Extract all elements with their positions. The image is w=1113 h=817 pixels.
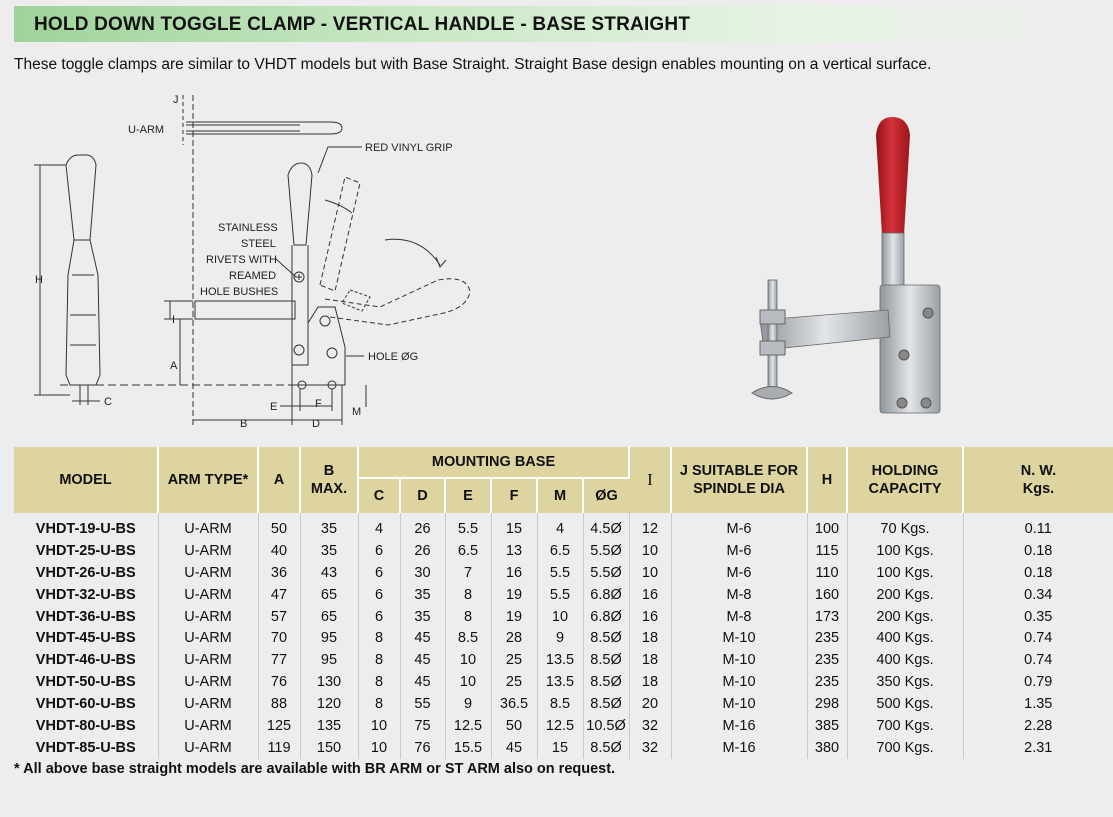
cell-h: 115	[807, 540, 847, 562]
header-j: J SUITABLE FOR SPINDLE DIA	[671, 447, 807, 513]
header-i: I	[629, 447, 671, 513]
cell-a: 76	[258, 671, 300, 693]
cell-f: 36.5	[491, 693, 537, 715]
cell-cap: 700 Kgs.	[847, 715, 963, 737]
cell-i: 10	[629, 540, 671, 562]
cell-model: VHDT-45-U-BS	[14, 627, 158, 649]
cell-g: 5.5Ø	[583, 540, 629, 562]
header-f: F	[491, 478, 537, 513]
cell-h: 173	[807, 606, 847, 628]
cell-m: 9	[537, 627, 583, 649]
cell-g: 8.5Ø	[583, 649, 629, 671]
cell-arm: U-ARM	[158, 584, 258, 606]
cell-arm: U-ARM	[158, 540, 258, 562]
cell-i: 32	[629, 715, 671, 737]
cell-model: VHDT-32-U-BS	[14, 584, 158, 606]
cell-f: 25	[491, 649, 537, 671]
cell-i: 18	[629, 649, 671, 671]
cell-b: 35	[300, 540, 358, 562]
cell-arm: U-ARM	[158, 606, 258, 628]
cell-c: 8	[358, 671, 400, 693]
u-arm-top-view	[186, 122, 342, 134]
header-net-weight: N. W. Kgs.	[963, 447, 1113, 513]
cell-a: 50	[258, 513, 300, 540]
cell-i: 32	[629, 737, 671, 759]
cell-arm: U-ARM	[158, 627, 258, 649]
cell-cap: 350 Kgs.	[847, 671, 963, 693]
cell-m: 6.5	[537, 540, 583, 562]
header-h: H	[807, 447, 847, 513]
cell-m: 15	[537, 737, 583, 759]
label-m: M	[352, 406, 362, 418]
label-u-arm: U-ARM	[128, 124, 165, 136]
table-row	[14, 737, 1113, 759]
cell-j: M-8	[671, 606, 807, 628]
table-row	[14, 693, 1113, 715]
cell-i: 12	[629, 513, 671, 540]
header-mounting-base: MOUNTING BASE	[358, 447, 629, 478]
cell-nw: 0.34	[1024, 586, 1053, 603]
cell-d: 26	[400, 513, 445, 540]
cell-nw: 0.74	[1024, 630, 1053, 647]
cell-c: 6	[358, 562, 400, 584]
cell-i: 16	[629, 584, 671, 606]
cell-i: 18	[629, 627, 671, 649]
cell-model: VHDT-26-U-BS	[14, 562, 158, 584]
cell-f: 19	[491, 606, 537, 628]
cell-b: 135	[300, 715, 358, 737]
main-handle	[288, 163, 312, 245]
cell-b: 95	[300, 649, 358, 671]
cell-model: VHDT-25-U-BS	[14, 540, 158, 562]
cell-a: 57	[258, 606, 300, 628]
cell-a: 40	[258, 540, 300, 562]
cell-b: 65	[300, 584, 358, 606]
cell-g: 8.5Ø	[583, 693, 629, 715]
header-g: ØG	[583, 478, 629, 513]
cell-model: VHDT-46-U-BS	[14, 649, 158, 671]
product-photo	[720, 105, 960, 425]
cell-cap: 70 Kgs.	[847, 513, 963, 540]
specs-table-body	[14, 513, 1113, 759]
cell-h: 380	[807, 737, 847, 759]
cell-e: 10	[445, 649, 491, 671]
cell-nw: 0.18	[1024, 542, 1053, 559]
page-title: HOLD DOWN TOGGLE CLAMP - VERTICAL HANDLE - BASE STRAIGHT	[34, 14, 691, 35]
cell-nw: 0.74	[1024, 652, 1053, 669]
label-f: F	[315, 398, 322, 410]
cell-f: 16	[491, 562, 537, 584]
cell-cap: 400 Kgs.	[847, 649, 963, 671]
cell-j: M-10	[671, 693, 807, 715]
header-a: A	[258, 447, 300, 513]
cell-i: 10	[629, 562, 671, 584]
header-e: E	[445, 478, 491, 513]
cell-d: 45	[400, 649, 445, 671]
cell-j: M-6	[671, 562, 807, 584]
cell-c: 8	[358, 693, 400, 715]
cell-b: 35	[300, 513, 358, 540]
cell-h: 298	[807, 693, 847, 715]
table-row	[14, 540, 1113, 562]
header-arm-type: ARM TYPE*	[158, 447, 258, 513]
table-row	[14, 627, 1113, 649]
cell-nw: 2.31	[1024, 739, 1053, 756]
cell-d: 26	[400, 540, 445, 562]
cell-b: 43	[300, 562, 358, 584]
label-stainless: STAINLESS	[218, 222, 278, 234]
cell-b: 65	[300, 606, 358, 628]
cell-e: 8.5	[445, 627, 491, 649]
cell-d: 30	[400, 562, 445, 584]
cell-j: M-10	[671, 649, 807, 671]
cell-e: 8	[445, 584, 491, 606]
cell-cap: 500 Kgs.	[847, 693, 963, 715]
spindle	[768, 280, 777, 395]
cell-j: M-10	[671, 671, 807, 693]
cell-h: 235	[807, 627, 847, 649]
cell-cap: 200 Kgs.	[847, 606, 963, 628]
cell-m: 5.5	[537, 562, 583, 584]
cell-h: 235	[807, 649, 847, 671]
header-model: MODEL	[14, 447, 158, 513]
label-e: E	[270, 401, 278, 413]
cell-b: 95	[300, 627, 358, 649]
technical-drawing	[0, 85, 500, 435]
cell-m: 13.5	[537, 671, 583, 693]
cell-d: 45	[400, 627, 445, 649]
cell-h: 160	[807, 584, 847, 606]
cell-c: 6	[358, 584, 400, 606]
cell-g: 6.8Ø	[583, 584, 629, 606]
cell-e: 12.5	[445, 715, 491, 737]
cell-g: 8.5Ø	[583, 737, 629, 759]
cell-d: 55	[400, 693, 445, 715]
table-row	[14, 584, 1113, 606]
cell-model: VHDT-60-U-BS	[14, 693, 158, 715]
label-red-vinyl-grip: RED VINYL GRIP	[365, 142, 453, 154]
cell-j: M-16	[671, 715, 807, 737]
cell-g: 8.5Ø	[583, 627, 629, 649]
cell-a: 125	[258, 715, 300, 737]
header-b: B MAX.	[300, 447, 358, 513]
cell-e: 15.5	[445, 737, 491, 759]
cell-j: M-8	[671, 584, 807, 606]
cell-g: 8.5Ø	[583, 671, 629, 693]
table-row	[14, 715, 1113, 737]
header-m: M	[537, 478, 583, 513]
cell-c: 8	[358, 649, 400, 671]
label-hole-g: HOLE ØG	[368, 351, 419, 363]
cell-model: VHDT-50-U-BS	[14, 671, 158, 693]
cell-m: 4	[537, 513, 583, 540]
label-d: D	[312, 418, 320, 430]
cell-j: M-16	[671, 737, 807, 759]
label-steel: STEEL	[241, 238, 276, 250]
table-row	[14, 671, 1113, 693]
cell-d: 76	[400, 737, 445, 759]
cell-e: 6.5	[445, 540, 491, 562]
cell-b: 120	[300, 693, 358, 715]
header-d: D	[400, 478, 445, 513]
cell-arm: U-ARM	[158, 693, 258, 715]
cell-f: 50	[491, 715, 537, 737]
cell-h: 235	[807, 671, 847, 693]
cell-m: 5.5	[537, 584, 583, 606]
cell-f: 19	[491, 584, 537, 606]
label-reamed: REAMED	[229, 270, 277, 282]
cell-arm: U-ARM	[158, 737, 258, 759]
cell-g: 6.8Ø	[583, 606, 629, 628]
cell-nw: 0.11	[1024, 520, 1052, 537]
cell-d: 75	[400, 715, 445, 737]
cell-m: 10	[537, 606, 583, 628]
cell-j: M-6	[671, 540, 807, 562]
cell-m: 13.5	[537, 649, 583, 671]
cell-b: 130	[300, 671, 358, 693]
cell-f: 28	[491, 627, 537, 649]
cell-g: 10.5Ø	[583, 715, 629, 737]
cell-nw: 0.79	[1024, 674, 1053, 691]
cell-e: 9	[445, 693, 491, 715]
cell-cap: 200 Kgs.	[847, 584, 963, 606]
cell-d: 35	[400, 584, 445, 606]
red-grip	[876, 117, 910, 235]
intro-text: These toggle clamps are similar to VHDT models but with Base Straight. Straight Base design enables mounting on a vertical surface.	[14, 56, 932, 73]
cell-model: VHDT-80-U-BS	[14, 715, 158, 737]
cell-a: 88	[258, 693, 300, 715]
cell-m: 12.5	[537, 715, 583, 737]
cell-h: 100	[807, 513, 847, 540]
cell-cap: 100 Kgs.	[847, 540, 963, 562]
cell-i: 16	[629, 606, 671, 628]
cell-g: 5.5Ø	[583, 562, 629, 584]
cell-e: 8	[445, 606, 491, 628]
table-row	[14, 513, 1113, 540]
table-row	[14, 649, 1113, 671]
cell-arm: U-ARM	[158, 649, 258, 671]
cell-model: VHDT-85-U-BS	[14, 737, 158, 759]
cell-a: 70	[258, 627, 300, 649]
header-c: C	[358, 478, 400, 513]
cell-a: 36	[258, 562, 300, 584]
left-handle	[66, 155, 96, 240]
cell-d: 45	[400, 671, 445, 693]
cell-f: 25	[491, 671, 537, 693]
label-a: A	[170, 360, 178, 372]
cell-d: 35	[400, 606, 445, 628]
title-bar	[14, 6, 1113, 42]
cell-h: 385	[807, 715, 847, 737]
cell-i: 20	[629, 693, 671, 715]
label-i: I	[172, 314, 176, 326]
specs-table	[14, 447, 1113, 759]
cell-arm: U-ARM	[158, 513, 258, 540]
label-hole-bushes: HOLE BUSHES	[200, 286, 279, 298]
cell-e: 10	[445, 671, 491, 693]
header-holding-capacity: HOLDING CAPACITY	[847, 447, 963, 513]
cell-arm: U-ARM	[158, 562, 258, 584]
cell-nw: 1.35	[1024, 696, 1053, 713]
cell-a: 47	[258, 584, 300, 606]
cell-a: 77	[258, 649, 300, 671]
cell-cap: 100 Kgs.	[847, 562, 963, 584]
cell-arm: U-ARM	[158, 715, 258, 737]
cell-model: VHDT-36-U-BS	[14, 606, 158, 628]
table-row	[14, 562, 1113, 584]
label-h: H	[35, 274, 43, 286]
cell-nw: 2.28	[1024, 717, 1053, 734]
cell-arm: U-ARM	[158, 671, 258, 693]
label-b: B	[240, 418, 248, 430]
cell-f: 13	[491, 540, 537, 562]
cell-j: M-10	[671, 627, 807, 649]
label-j: J	[173, 94, 179, 106]
label-c: C	[104, 396, 112, 408]
cell-j: M-6	[671, 513, 807, 540]
cell-c: 10	[358, 737, 400, 759]
table-row	[14, 606, 1113, 628]
cell-a: 119	[258, 737, 300, 759]
cell-c: 4	[358, 513, 400, 540]
cell-c: 6	[358, 540, 400, 562]
cell-c: 8	[358, 627, 400, 649]
cell-i: 18	[629, 671, 671, 693]
footnote: * All above base straight models are available with BR ARM or ST ARM also on request.	[14, 761, 616, 777]
cell-nw: 0.35	[1024, 608, 1053, 625]
cell-e: 7	[445, 562, 491, 584]
cell-cap: 700 Kgs.	[847, 737, 963, 759]
cell-b: 150	[300, 737, 358, 759]
cell-m: 8.5	[537, 693, 583, 715]
cell-model: VHDT-19-U-BS	[14, 513, 158, 540]
cell-nw: 0.18	[1024, 564, 1053, 581]
cell-cap: 400 Kgs.	[847, 627, 963, 649]
cell-f: 45	[491, 737, 537, 759]
cell-h: 110	[807, 562, 847, 584]
label-rivets-with: RIVETS WITH	[206, 254, 277, 266]
cell-c: 10	[358, 715, 400, 737]
cell-g: 4.5Ø	[583, 513, 629, 540]
cell-f: 15	[491, 513, 537, 540]
cell-c: 6	[358, 606, 400, 628]
cell-e: 5.5	[445, 513, 491, 540]
